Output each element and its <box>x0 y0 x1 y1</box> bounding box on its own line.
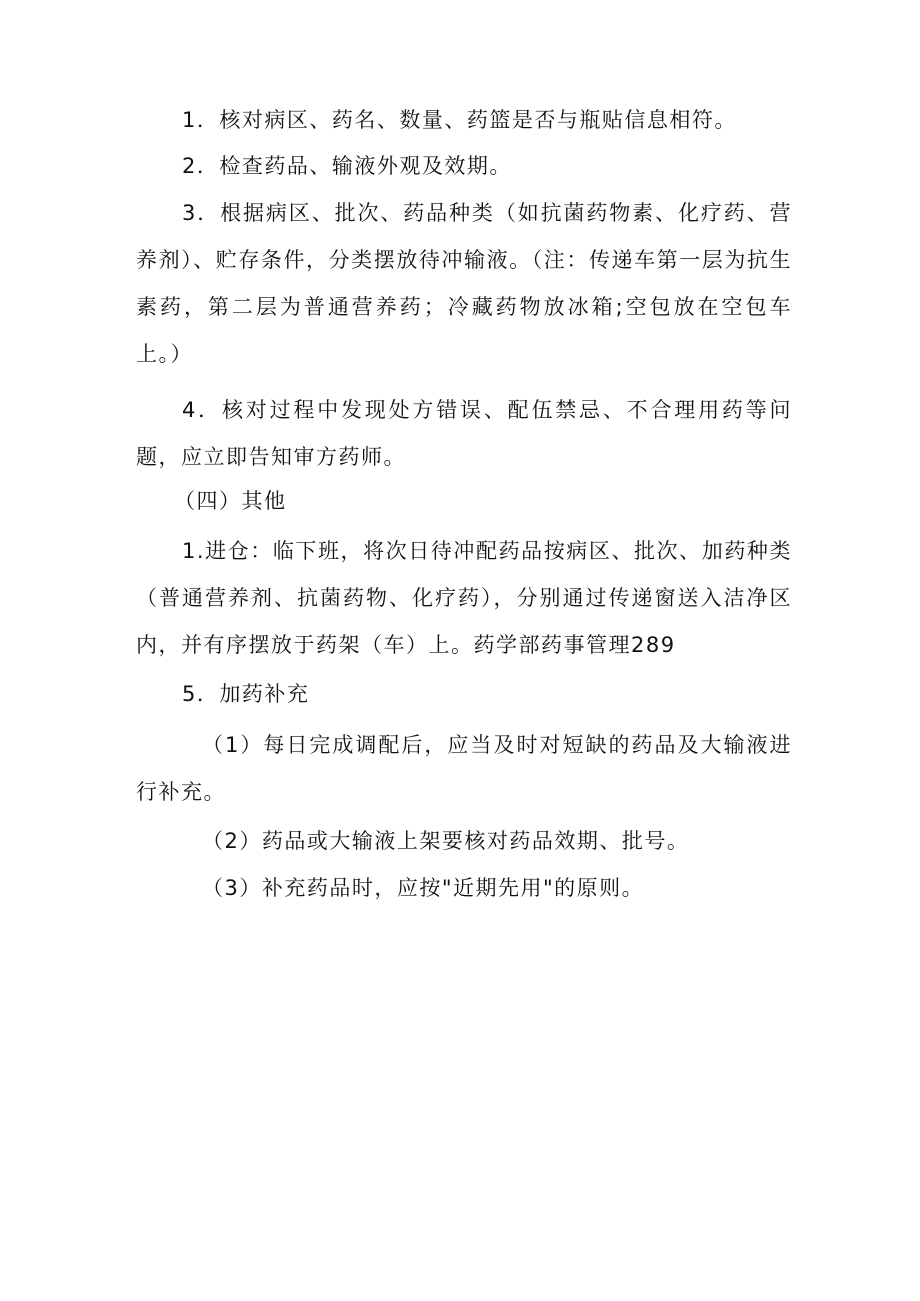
paragraph-sort-infusions: 3．根据病区、批次、药品种类（如抗菌药物素、化疗药、营养剂）、贮存条件，分类摆放待冲输液。（注：传递车第一层为抗生素药，第二层为普通营养药；冷藏药物放冰箱;空包放在空包车上。） <box>136 201 792 366</box>
paragraph-enter-cleanroom: 1.进仓：临下班，将次日待冲配药品按病区、批次、加药种类（普通营养剂、抗菌药物、化疗药），分别通过传递窗送入洁净区内，并有序摆放于药架（车）上。药学部药事管理289 <box>136 539 792 657</box>
paragraph-replenish-daily: （1）每日完成调配后，应当及时对短缺的药品及大输液进行补充。 <box>136 733 792 804</box>
paragraph-report-errors: 4．核对过程中发现处方错误、配伍禁忌、不合理用药等问题，应立即告知审方药师。 <box>136 398 792 469</box>
paragraph-fifo-principle: （3）补充药品时，应按"近期先用"的原则。 <box>202 876 645 900</box>
paragraph-check-expiry-batch: （2）药品或大输液上架要核对药品效期、批号。 <box>202 829 690 853</box>
subheading-replenishment: 5．加药补充 <box>182 682 310 706</box>
section-heading-other: （四）其他 <box>174 489 287 513</box>
paragraph-check-ward-info: 1．核对病区、药名、数量、药篮是否与瓶贴信息相符。 <box>182 108 737 132</box>
paragraph-check-appearance: 2．检查药品、输液外观及效期。 <box>182 154 512 178</box>
